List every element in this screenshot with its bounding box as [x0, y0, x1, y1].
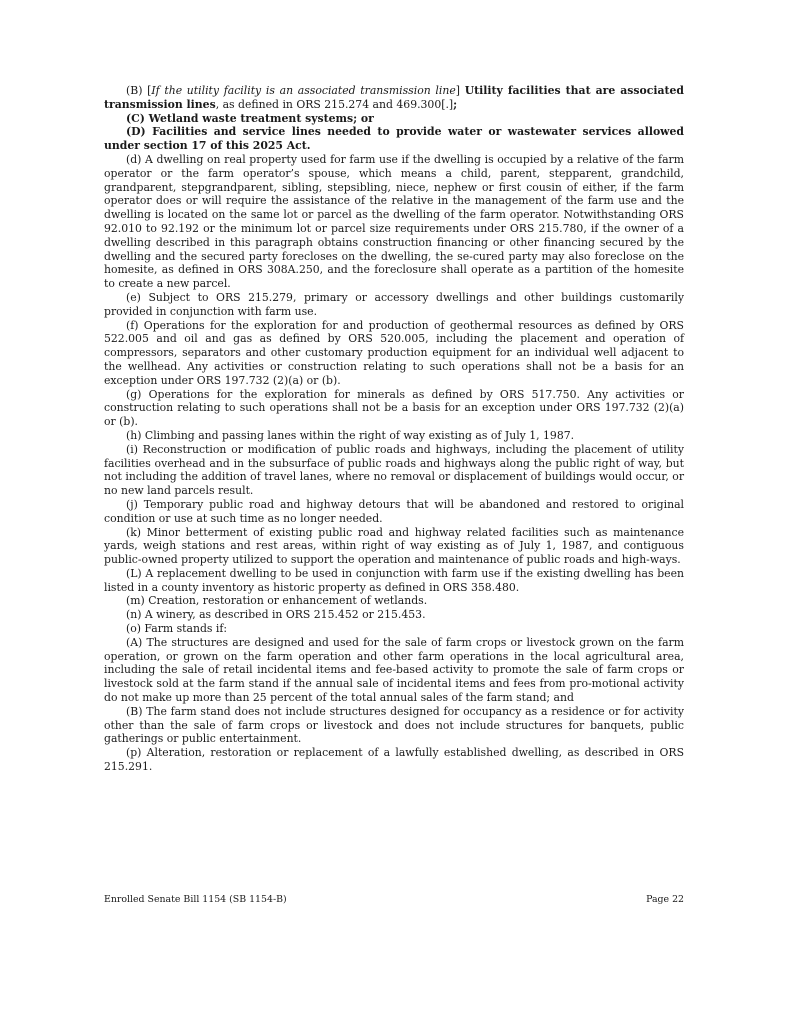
paragraph-f: (f) Operations for the exploration for and production of geothermal resources as defined by ORS 522.005 and oil and gas as defined by ORS 520.005, including the placement and operation of compressors, separators and other customary production equipment for an individual well adjacent to the wellhead. Any activities or construction relating to such operations shall not be a basis for an exception under ORS 197.732 (2)(a) or (b). — [104, 318, 684, 387]
paragraph-L: (L) A replacement dwelling to be used in conjunction with farm use if the existing dwelling has been listed in a county inventory as historic property as defined in ORS 358.480. — [104, 566, 684, 594]
paragraph-D — [104, 125, 684, 153]
paragraph-p: (p) Alteration, restoration or replacement of a lawfully established dwelling, as described in ORS 215.291. — [104, 746, 684, 774]
paragraph-C-text: (C) Wetland waste treatment systems; or — [126, 111, 374, 125]
paragraph-B-bracket: ] — [455, 84, 465, 97]
paragraph-B-italic: If the utility facility is an associated transmission line — [151, 84, 456, 97]
paragraph-B-bold: Utility facilities that are associated transmission lines — [104, 84, 684, 111]
paragraph-B — [104, 84, 684, 112]
paragraph-o-A: (A) The structures are designed and used for the sale of farm crops or livestock grown on the farm operation, or grown on the farm operation and other farm operations in the local agricultural area, including the sale of retail incidental items and fee-based activity to promote the sale of farm crops or livestock sold at the farm stand if the annual sale of incidental items and fees from pro-motional activity do not make up more than 25 percent of the total annual sales of the farm stand; and — [104, 635, 684, 705]
paragraph-B-bold-end: ; — [453, 97, 458, 111]
paragraph-n: (n) A winery, as described in ORS 215.452 or 215.453. — [126, 608, 426, 622]
paragraph-e: (e) Subject to ORS 215.279, primary or accessory dwellings and other buildings customarily provided in conjunction with farm use. — [104, 290, 684, 318]
paragraph-o: (o) Farm stands if: — [126, 622, 228, 636]
paragraph-j: (j) Temporary public road and highway detours that will be abandoned and restored to original condition or use at such time as no longer needed. — [104, 497, 684, 525]
paragraph-d: (d) A dwelling on real property used for farm use if the dwelling is occupied by a relative of the farm operator or the farm operator’s spouse, which means a child, parent, stepparent, grandchild, grandparent, stepgrandparent, sibling, stepsibling, niece, nephew or first cousin of either, if the farm operator does or will require the assistance of the relative in the management of the farm use and the dwelling is located on the same lot or parcel as the dwelling of the farm operator. Notwithstanding ORS 92.010 to 92.192 or the minimum lot or parcel size requirements under ORS 215.780, if the owner of a dwelling described in this paragraph obtains construction financing or other financing secured by the dwelling and the secured party forecloses on the dwelling, the se-cured party may also foreclose on the homesite, as defined in ORS 308A.250, and the foreclosure shall operate as a partition of the homesite to create a new parcel. — [104, 152, 684, 291]
paragraph-D-text: (D) Facilities and service lines needed to provide water or wastewater services allowed under section 17 of this 2025 Act. — [104, 125, 684, 153]
paragraph-k: (k) Minor betterment of existing public road and highway related facilities such as maintenance yards, weigh stations and rest areas, within right of way existing as of July 1, 1987, and contiguous public-owned property utilized to support the operation and maintenance of public roads and high-ways. — [104, 525, 684, 567]
paragraph-B-rest: , as defined in ORS 215.274 and 469.300[.] — [215, 97, 454, 111]
paragraph-g: (g) Operations for the exploration for minerals as defined by ORS 517.750. Any activities or construction relating to such operations shall not be a basis for an exception under ORS 197.732 (2)(a) or (b). — [104, 387, 684, 429]
paragraph-m: (m) Creation, restoration or enhancement of wetlands. — [126, 594, 428, 608]
paragraph-C — [104, 112, 684, 126]
paragraph-h: (h) Climbing and passing lanes within the right of way existing as of July 1, 1987. — [126, 428, 575, 442]
paragraph-o-B: (B) The farm stand does not include structures designed for occupancy as a residence or for activity other than the sale of farm crops or livestock and does not include structures for banquets, public gatherings or public entertainment. — [104, 704, 684, 746]
paragraph-i: (i) Reconstruction or modification of public roads and highways, including the placement of utility facilities overhead and in the subsurface of public roads and highways along the public right of way, but not including the addition of travel lanes, where no removal or displacement of buildings would occur, or no new land parcels result. — [104, 442, 684, 498]
footer-page-number: Page 22 — [646, 894, 684, 905]
document-body — [104, 84, 684, 774]
footer-bill-title: Enrolled Senate Bill 1154 (SB 1154-B) — [104, 894, 287, 905]
paragraph-B-label: (B) [ — [126, 84, 152, 97]
